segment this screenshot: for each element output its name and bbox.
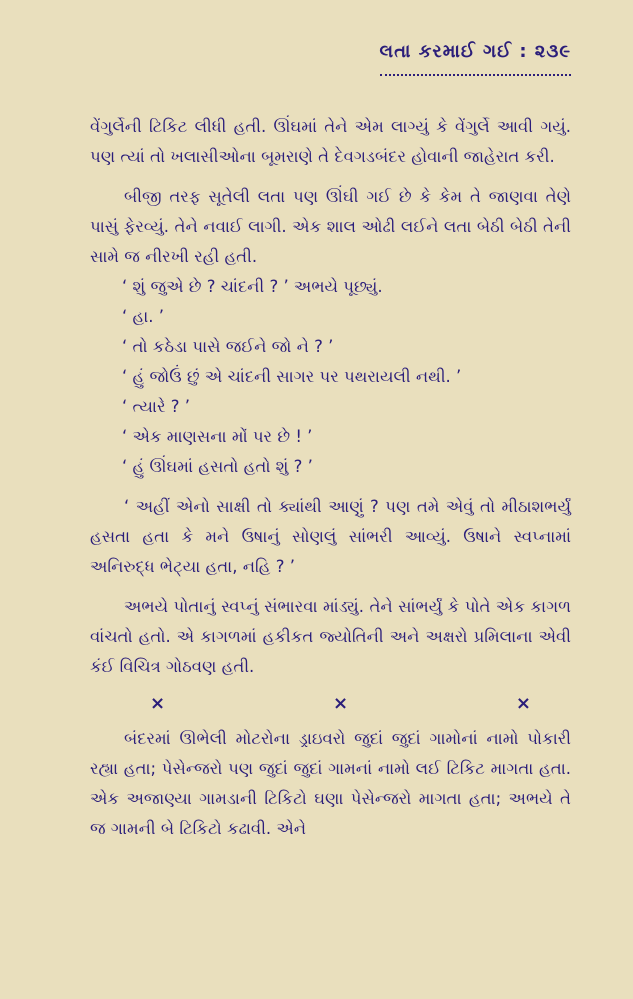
running-header: [90, 38, 571, 76]
paragraph-continuation: વેંગુર્લેની ટિકિટ લીધી હતી. ઊંઘમાં તેને એમ લાગ્યું કે વેંગુર્લે આવી ગયું. પણ ત્યાં તો ખલાસીઓના બૂમરાણે તે દેવગડબંદર હોવાની જાહેરાત કરી.: [90, 117, 571, 166]
dialogue-line: ‘ શું જુએ છે ? ચાંદની ? ’ અભયે પૂછ્યું.: [122, 277, 383, 296]
dialogue-line: ‘ તો કઠેડા પાસે જઈને જો ને ? ’: [122, 337, 334, 356]
section-separator: [90, 692, 571, 716]
separator-mark: ×: [150, 693, 166, 714]
dialogue-line: ‘ હા. ’: [122, 307, 164, 326]
separator-mark: ×: [332, 693, 349, 714]
header-dotted-rule: [380, 68, 572, 76]
header-block: [380, 38, 572, 76]
dialogue-line: ‘ એક માણસના મોં પર છે ! ’: [122, 427, 313, 446]
paragraph-port-scene: બંદરમાં ઊભેલી મોટરોના ડ્રાઇવરો જુદાં જુદાં ગામોનાં નામો પોકારી રહ્યા હતા; પેસેન્જરો પણ જુદાં જુદાં ગામનાં નામો લઈ ટિકિટ માગતા હતા. એક અજાણ્યા ગામડાની ટિકિટો ઘણા પેસેન્જરો માગતા હતા; અભયે તે જ ગામની બે ટિકિટો કઢાવી. એને: [90, 729, 571, 838]
dialogue-line: ‘ હું જોઉં છું એ ચાંદની સાગર પર પથરાયલી નથી. ’: [122, 367, 462, 386]
header-title: લતા કરમાઈ ગઈ : ૨૩૯: [379, 41, 571, 62]
paragraph-usha-dream: ‘ અહીં એનો સાક્ષી તો ક્યાંથી આણું ? પણ તમે એવું તો મીઠાશભર્યું હસતા હતા કે મને ઉષાનું સોણલું સાંભરી આવ્યું. ઉષાને સ્વપ્નામાં અનિરુદ્ધ ભેટ્યા હતા, નહિ ? ’: [90, 497, 571, 576]
paragraph-abhay-dream: અભયે પોતાનું સ્વપ્નું સંભારવા માંડ્યું. તેને સાંભર્યું કે પોતે એક કાગળ વાંચતો હતો. એ કાગળમાં હકીકત જ્યોતિની અને અક્ષરો પ્રમિલાના એવી કંઈ વિચિત્ર ગોઠવણ હતી.: [90, 597, 571, 676]
separator-mark: ×: [515, 693, 531, 714]
dialogue-line: ‘ હું ઊંઘમાં હસતો હતો શું ? ’: [122, 457, 313, 476]
dialogue-line: ‘ ત્યારે ? ’: [122, 397, 190, 416]
paragraph-lata-watching: બીજી તરફ સૂતેલી લતા પણ ઊંઘી ગઈ છે કે કેમ તે જાણવા તેણે પાસું ફેરવ્યું. તેને નવાઈ લાગી. એક શાલ ઓઢી લઈને લતા બેઠી બેઠી તેની સામે જ નીરખી રહી હતી.: [90, 187, 571, 266]
